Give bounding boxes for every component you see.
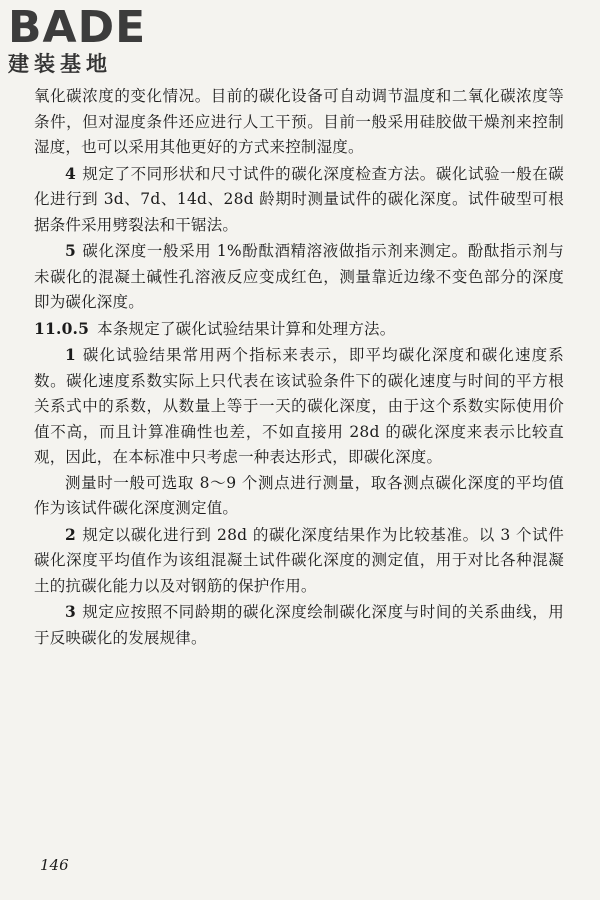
paragraph-item-2 bbox=[34, 522, 564, 600]
logo bbox=[8, 2, 178, 76]
item-number: 5 bbox=[65, 241, 76, 260]
paragraph-continued bbox=[34, 84, 564, 161]
paragraph-item-3 bbox=[34, 599, 564, 651]
paragraph-text: 碳化试验结果常用两个指标来表示，即平均碳化深度和碳化速度系数。碳化速度系数实际上只代表在该试验条件下的碳化速度与时间的平方根关系式中的系数，从数量上等于一天的碳化深度，由于这个系数实际使用价值不高，而且计算准确性也差，不如直接用 28d 的碳化深度来表示比较直观，因此，在本标准中只考虑一种表达形式，即碳化深度。 bbox=[34, 346, 564, 466]
paragraph-text: 氧化碳浓度的变化情况。目前的碳化设备可自动调节温度和二氧化碳浓度等条件，但对湿度条件还应进行人工干预。目前一般采用硅胶做干燥剂来控制湿度，也可以采用其他更好的方式来控制湿度。 bbox=[34, 87, 564, 156]
logo-subtitle: 建装基地 bbox=[8, 52, 112, 76]
paragraph-measurement bbox=[34, 471, 564, 522]
section-number: 11.0.5 bbox=[34, 318, 90, 338]
section-title: 本条规定了碳化试验结果计算和处理方法。 bbox=[97, 319, 396, 338]
logo-wordmark: BADE bbox=[8, 2, 147, 53]
item-number: 4 bbox=[65, 163, 76, 183]
item-number: 1 bbox=[65, 345, 76, 364]
paragraph-item-5 bbox=[34, 238, 564, 316]
item-number: 2 bbox=[65, 524, 76, 544]
item-number: 3 bbox=[65, 602, 76, 621]
paragraph-text: 规定以碳化进行到 28d 的碳化深度结果作为比较基准。以 3 个试件碳化深度平均值作为该组混凝土试件碳化深度的测定值，用于对比各种混凝土的抗碳化能力以及对钢筋的保护作用。 bbox=[34, 525, 564, 595]
paragraph-text: 规定了不同形状和尺寸试件的碳化深度检查方法。碳化试验一般在碳化进行到 3d、7d、14d、28d 龄期时测量试件的碳化深度。试件破型可根据条件采用劈裂法和干锯法。 bbox=[34, 164, 564, 234]
page-body bbox=[34, 84, 564, 651]
paragraph-item-1 bbox=[34, 342, 564, 471]
paragraph-text: 测量时一般可选取 8～9 个测点进行测量，取各测点碳化深度的平均值作为该试件碳化深度测定值。 bbox=[34, 473, 564, 517]
paragraph-item-4 bbox=[34, 161, 564, 239]
section-heading bbox=[34, 316, 564, 343]
paragraph-text: 碳化深度一般采用 1%酚酞酒精溶液做指示剂来测定。酚酞指示剂与未碳化的混凝土碱性孔溶液反应变成红色，测量靠近边缘不变色部分的深度即为碳化深度。 bbox=[34, 242, 564, 311]
paragraph-text: 规定应按照不同龄期的碳化深度绘制碳化深度与时间的关系曲线，用于反映碳化的发展规律。 bbox=[34, 603, 564, 647]
page-number: 146 bbox=[40, 856, 69, 874]
